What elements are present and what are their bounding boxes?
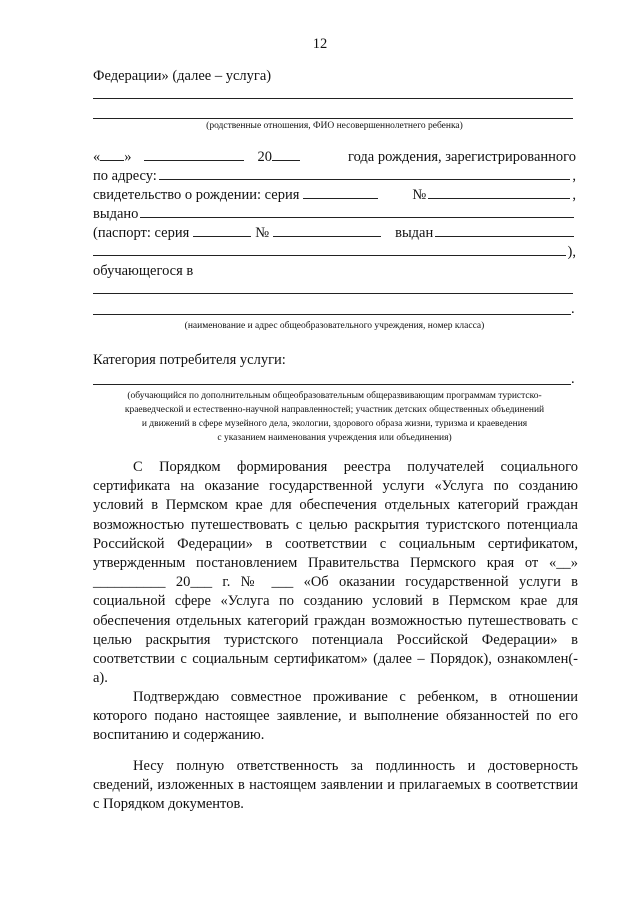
passport-cont-row [93, 241, 576, 261]
passport-label: (паспорт: серия [93, 225, 190, 241]
category-caption-2: краеведческой и естественно-научной направленностей; участник детских общественных объединений [124, 405, 545, 415]
relation-caption: (родственные отношения, ФИО несовершеннолетнего ребенка) [206, 121, 463, 131]
paragraph-order: С Порядком формирования реестра получателей социального сертификата на оказание государственной услуги «Услуга по созданию условий в Пермском крае для обеспечения отдельных категорий граждан возможностью путешествовать с целью раскрытия туристского потенциала Российской Федерации» в соответствии с социальным сертификатом, утвержденным постановлением Правительства Пермского края от «__» __________ 20___ г. № ___ «Об оказании государственной услуги в социальной сфере «Услуга по созданию условий в Пермском крае для обеспечения отдельных категорий граждан возможностью путешествовать с целью раскрытия туристского потенциала Российской Федерации» в соответствии с социальным сертификатом» (далее – Порядок), ознакомлен(-а). [93, 459, 578, 687]
category-line[interactable] [93, 384, 571, 385]
passport-series-blank[interactable] [193, 222, 251, 237]
category-caption-1: (обучающийся по дополнительным общеобразовательным общеразвивающим программам туристско- [127, 391, 542, 401]
student-label: обучающегося в [93, 263, 194, 279]
address-row: по адресу: , [93, 165, 576, 185]
passport-issued-label: выдан [395, 225, 434, 241]
passport-number-blank[interactable] [273, 222, 381, 237]
passport-issued-blank[interactable] [435, 222, 574, 237]
passport-row [93, 222, 576, 242]
issued-blank[interactable] [140, 203, 574, 218]
address-blank[interactable] [159, 165, 571, 180]
paragraph-cohabitation: Подтверждаю совместное проживание с ребенком, в отношении которого подано настоящее заявление, и выполнение обязанностей по его воспитанию и содержанию. [93, 689, 578, 744]
certificate-number-label: № [412, 187, 427, 203]
certificate-label: свидетельство о рождении: серия [93, 187, 300, 203]
document-page: 12 Федерации» (далее – услуга) (родственные отношения, ФИО несовершеннолетнего ребенка) « » 20 года рождения, зарегистрированного по адресу: , свидетельство о рождении: серия № , выдано (паспорт: серия № выдан ), обучающегося в . (наименование и адрес общеобразовательного учреждения, номер класса) Категория потребителя услуги: . (обучающийся по дополнительным общеобразовательным общеразвивающим программам туристско- краеведческой и естественно-научной направленностей; участник детских общественных объединений и движений в сфере музейного дела, экологии, здорового образа жизни, туризма и краеведения с указанием наименования учреждения или объединения) С Порядком формирования реестра получателей социального сертификата на оказание государственной услуги «Услуга по созданию условий в Пермском крае для обеспечения отдельных категорий граждан возможностью путешествовать с целью раскрытия туристского потенциала Российской Федерации» в соответствии с социальным сертификатом, утвержденным постановлением Правительства Пермского края от «__» __________ 20___ г. № ___ «Об оказании государственной услуги в социальной сфере «Услуга по созданию условий в Пермском крае для обеспечения отдельных категорий граждан возможностью путешествовать с целью раскрытия туристского потенциала Российской Федерации» в соответствии с социальным сертификатом» (далее – Порядок), ознакомлен(-а). Подтверждаю совместное проживание с ребенком, в отношении которого подано настоящее заявление, и выполнение обязанностей по его воспитанию и содержанию. Несу полную ответственность за подлинность и достоверность сведений, изложенных в настоящем заявлении и прилагаемых в соответствии с Порядком документов. [0, 0, 640, 905]
open-quote: « [93, 149, 101, 165]
certificate-series-blank[interactable] [303, 184, 378, 199]
birth-row [93, 146, 576, 166]
passport-cont-blank[interactable] [93, 241, 566, 256]
year-blank[interactable] [272, 146, 300, 161]
close-quote: » [124, 149, 132, 165]
category-caption-4: с указанием наименования учреждения или объединения) [217, 433, 452, 443]
school-line-2[interactable] [93, 314, 571, 315]
top-line-text: Федерации» (далее – услуга) [93, 68, 272, 84]
issued-label: выдано [93, 206, 139, 222]
page-number: 12 [312, 36, 328, 52]
passport-number-label: № [255, 225, 270, 241]
school-line-1[interactable] [93, 293, 573, 294]
blank-line-2 [93, 118, 573, 119]
school-caption: (наименование и адрес общеобразовательного учреждения, номер класса) [184, 321, 485, 331]
category-label: Категория потребителя услуги: [93, 352, 286, 368]
category-caption-3: и движений в сфере музейного дела, экологии, здорового образа жизни, туризма и краеведения [141, 419, 528, 429]
birth-text: года рождения, зарегистрированного [348, 149, 576, 165]
address-label: по адресу: [93, 168, 157, 184]
year-prefix: 20 [257, 149, 272, 165]
passport-close: ), [567, 244, 576, 260]
blank-line-1 [93, 98, 573, 99]
issued-row [93, 203, 576, 223]
certificate-row: свидетельство о рождении: серия № , [93, 184, 576, 204]
month-blank[interactable] [144, 146, 244, 161]
certificate-number-blank[interactable] [428, 184, 570, 199]
paragraph-responsibility: Несу полную ответственность за подлинность и достоверность сведений, изложенных в настоящем заявлении и прилагаемых в соответствии с Порядком документов. [93, 758, 578, 813]
day-blank[interactable] [100, 146, 124, 161]
